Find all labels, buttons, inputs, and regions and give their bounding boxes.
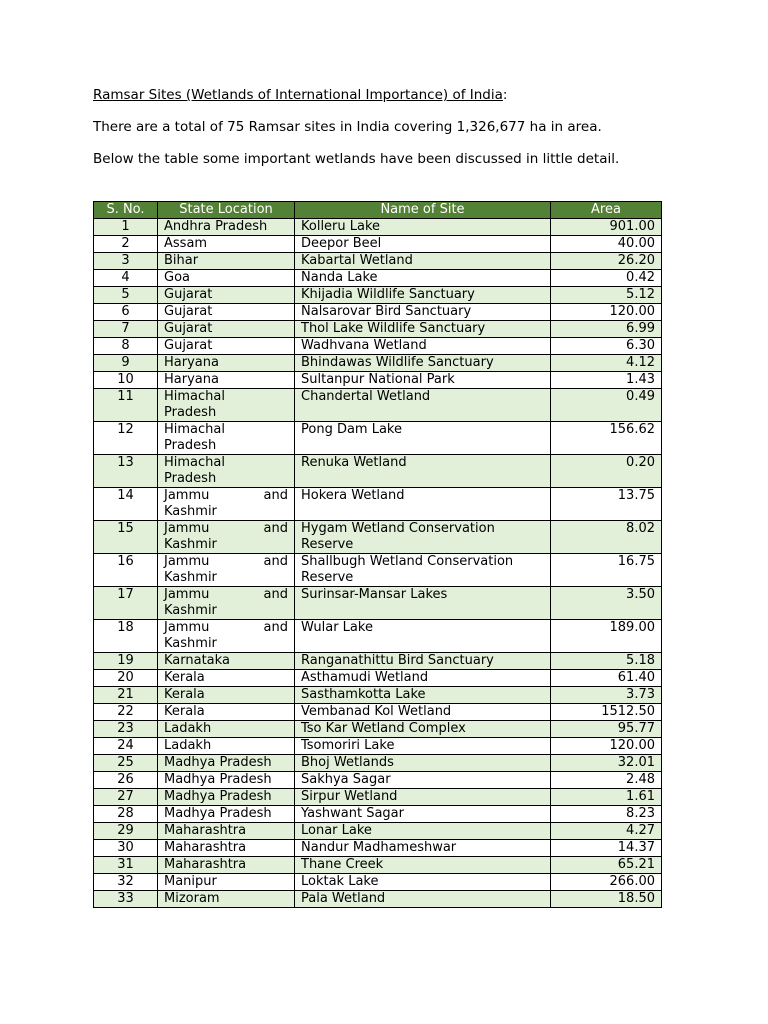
cell-site xyxy=(295,806,551,823)
cell-area: 61.40 xyxy=(551,670,662,687)
state-line: Andhra Pradesh xyxy=(164,219,268,234)
ramsar-sites-table xyxy=(93,201,662,908)
state-line: Maharashtra xyxy=(164,840,247,855)
table-row xyxy=(94,772,662,789)
site-line: Pala Wetland xyxy=(301,891,386,906)
state-line: Pradesh xyxy=(164,471,217,486)
table-row xyxy=(94,857,662,874)
cell-site xyxy=(295,355,551,372)
state-line: Assam xyxy=(164,236,208,251)
cell-sno: 23 xyxy=(94,721,158,738)
cell-sno: 7 xyxy=(94,321,158,338)
table-header-row xyxy=(94,202,662,219)
cell-site xyxy=(295,389,551,422)
cell-site xyxy=(295,455,551,488)
cell-sno: 6 xyxy=(94,304,158,321)
site-line: Bhindawas Wildlife Sanctuary xyxy=(301,355,494,370)
cell-area: 3.73 xyxy=(551,687,662,704)
site-line: Hokera Wetland xyxy=(301,488,405,503)
site-line: Reserve xyxy=(301,537,354,552)
table-row xyxy=(94,488,662,521)
cell-sno: 15 xyxy=(94,521,158,554)
cell-sno: 31 xyxy=(94,857,158,874)
cell-state xyxy=(158,270,295,287)
cell-site xyxy=(295,270,551,287)
cell-state xyxy=(158,772,295,789)
state-line: Ladakh xyxy=(164,721,212,736)
cell-site xyxy=(295,372,551,389)
header-state: State Location xyxy=(158,202,295,219)
site-line: Nandur Madhameshwar xyxy=(301,840,457,855)
cell-sno: 19 xyxy=(94,653,158,670)
site-line: Loktak Lake xyxy=(301,874,379,889)
cell-sno: 5 xyxy=(94,287,158,304)
state-line: Jammu and xyxy=(164,620,288,635)
cell-area: 266.00 xyxy=(551,874,662,891)
site-line: Kabartal Wetland xyxy=(301,253,413,268)
cell-state xyxy=(158,670,295,687)
state-line: Himachal xyxy=(164,389,225,404)
cell-sno: 16 xyxy=(94,554,158,587)
cell-state xyxy=(158,857,295,874)
table-row xyxy=(94,789,662,806)
table-row xyxy=(94,422,662,455)
cell-site xyxy=(295,670,551,687)
cell-sno: 21 xyxy=(94,687,158,704)
state-line: Gujarat xyxy=(164,321,213,336)
cell-area: 4.27 xyxy=(551,823,662,840)
site-line: Khijadia Wildlife Sanctuary xyxy=(301,287,475,302)
cell-area: 0.42 xyxy=(551,270,662,287)
table-row xyxy=(94,521,662,554)
state-line: Madhya Pradesh xyxy=(164,755,272,770)
state-line: Kashmir xyxy=(164,570,217,585)
cell-site xyxy=(295,840,551,857)
state-line: Maharashtra xyxy=(164,857,247,872)
cell-sno: 12 xyxy=(94,422,158,455)
table-row xyxy=(94,236,662,253)
cell-sno: 8 xyxy=(94,338,158,355)
cell-state xyxy=(158,874,295,891)
cell-sno: 18 xyxy=(94,620,158,653)
state-line: Gujarat xyxy=(164,338,213,353)
cell-sno: 29 xyxy=(94,823,158,840)
site-line: Tsomoriri Lake xyxy=(301,738,395,753)
table-row xyxy=(94,738,662,755)
site-line: Surinsar-Mansar Lakes xyxy=(301,587,448,602)
detail-paragraph: Below the table some important wetlands have been discussed in little detail. xyxy=(93,151,620,167)
cell-state xyxy=(158,304,295,321)
cell-area: 0.49 xyxy=(551,389,662,422)
table-row xyxy=(94,721,662,738)
heading-title: Ramsar Sites (Wetlands of International Importance) of India xyxy=(93,87,503,103)
state-line: Ladakh xyxy=(164,738,212,753)
state-line: Himachal xyxy=(164,455,225,470)
cell-site xyxy=(295,874,551,891)
cell-site xyxy=(295,287,551,304)
table-row xyxy=(94,891,662,908)
table-row xyxy=(94,823,662,840)
site-line: Chandertal Wetland xyxy=(301,389,431,404)
cell-site xyxy=(295,253,551,270)
cell-area: 901.00 xyxy=(551,219,662,236)
cell-area: 3.50 xyxy=(551,587,662,620)
cell-state xyxy=(158,738,295,755)
cell-site xyxy=(295,687,551,704)
cell-site xyxy=(295,587,551,620)
site-line: Reserve xyxy=(301,570,354,585)
table-row xyxy=(94,670,662,687)
cell-sno: 32 xyxy=(94,874,158,891)
cell-state xyxy=(158,355,295,372)
site-line: Nalsarovar Bird Sanctuary xyxy=(301,304,472,319)
state-line: Himachal xyxy=(164,422,225,437)
state-line: Pradesh xyxy=(164,438,217,453)
cell-state xyxy=(158,422,295,455)
site-line: Sakhya Sagar xyxy=(301,772,391,787)
state-line: Pradesh xyxy=(164,405,217,420)
cell-sno: 33 xyxy=(94,891,158,908)
cell-state xyxy=(158,653,295,670)
cell-area: 189.00 xyxy=(551,620,662,653)
table-row xyxy=(94,287,662,304)
cell-site xyxy=(295,219,551,236)
cell-site xyxy=(295,304,551,321)
state-line: Mizoram xyxy=(164,891,220,906)
cell-area: 26.20 xyxy=(551,253,662,270)
cell-sno: 9 xyxy=(94,355,158,372)
cell-state xyxy=(158,554,295,587)
cell-state xyxy=(158,372,295,389)
site-line: Yashwant Sagar xyxy=(301,806,404,821)
cell-area: 14.37 xyxy=(551,840,662,857)
header-site: Name of Site xyxy=(295,202,551,219)
cell-sno: 20 xyxy=(94,670,158,687)
table-row xyxy=(94,304,662,321)
cell-state xyxy=(158,219,295,236)
cell-site xyxy=(295,620,551,653)
table-row xyxy=(94,270,662,287)
header-sno: S. No. xyxy=(94,202,158,219)
cell-area: 1512.50 xyxy=(551,704,662,721)
cell-sno: 3 xyxy=(94,253,158,270)
cell-site xyxy=(295,704,551,721)
cell-area: 6.30 xyxy=(551,338,662,355)
cell-area: 65.21 xyxy=(551,857,662,874)
state-line: Jammu and xyxy=(164,554,288,569)
cell-sno: 26 xyxy=(94,772,158,789)
table-row xyxy=(94,687,662,704)
site-line: Sirpur Wetland xyxy=(301,789,398,804)
table-row xyxy=(94,620,662,653)
state-line: Karnataka xyxy=(164,653,230,668)
table-row xyxy=(94,253,662,270)
cell-state xyxy=(158,620,295,653)
table-row xyxy=(94,704,662,721)
state-line: Haryana xyxy=(164,372,219,387)
cell-area: 95.77 xyxy=(551,721,662,738)
cell-state xyxy=(158,823,295,840)
cell-sno: 22 xyxy=(94,704,158,721)
table-body xyxy=(94,219,662,908)
site-line: Sultanpur National Park xyxy=(301,372,455,387)
cell-state xyxy=(158,338,295,355)
state-line: Kerala xyxy=(164,687,205,702)
site-line: Sasthamkotta Lake xyxy=(301,687,426,702)
cell-site xyxy=(295,772,551,789)
state-line: Bihar xyxy=(164,253,199,268)
state-line: Kerala xyxy=(164,704,205,719)
table-row xyxy=(94,321,662,338)
site-line: Ranganathittu Bird Sanctuary xyxy=(301,653,494,668)
state-line: Haryana xyxy=(164,355,219,370)
table-row xyxy=(94,874,662,891)
cell-area: 13.75 xyxy=(551,488,662,521)
state-line: Kerala xyxy=(164,670,205,685)
state-line: Manipur xyxy=(164,874,217,889)
cell-sno: 4 xyxy=(94,270,158,287)
cell-state xyxy=(158,253,295,270)
table-row xyxy=(94,372,662,389)
cell-site xyxy=(295,321,551,338)
state-line: Kashmir xyxy=(164,603,217,618)
state-line: Madhya Pradesh xyxy=(164,789,272,804)
site-line: Lonar Lake xyxy=(301,823,372,838)
cell-area: 4.12 xyxy=(551,355,662,372)
site-line: Shallbugh Wetland Conservation xyxy=(301,554,514,569)
site-line: Wular Lake xyxy=(301,620,373,635)
cell-site xyxy=(295,755,551,772)
state-line: Kashmir xyxy=(164,504,217,519)
cell-site xyxy=(295,823,551,840)
site-line: Renuka Wetland xyxy=(301,455,407,470)
cell-area: 16.75 xyxy=(551,554,662,587)
intro-paragraph: There are a total of 75 Ramsar sites in India covering 1,326,677 ha in area. xyxy=(93,119,602,135)
cell-sno: 1 xyxy=(94,219,158,236)
cell-state xyxy=(158,321,295,338)
cell-site xyxy=(295,554,551,587)
cell-site xyxy=(295,236,551,253)
site-line: Tso Kar Wetland Complex xyxy=(301,721,466,736)
site-line: Bhoj Wetlands xyxy=(301,755,394,770)
state-line: Kashmir xyxy=(164,537,217,552)
cell-state xyxy=(158,755,295,772)
cell-state xyxy=(158,455,295,488)
site-line: Thol Lake Wildlife Sanctuary xyxy=(301,321,486,336)
table-row xyxy=(94,389,662,422)
cell-site xyxy=(295,338,551,355)
site-line: Deepor Beel xyxy=(301,236,382,251)
cell-state xyxy=(158,521,295,554)
site-line: Pong Dam Lake xyxy=(301,422,402,437)
cell-state xyxy=(158,891,295,908)
cell-area: 5.12 xyxy=(551,287,662,304)
cell-state xyxy=(158,704,295,721)
cell-sno: 25 xyxy=(94,755,158,772)
table-row xyxy=(94,653,662,670)
cell-sno: 13 xyxy=(94,455,158,488)
cell-site xyxy=(295,891,551,908)
cell-area: 120.00 xyxy=(551,738,662,755)
site-line: Hygam Wetland Conservation xyxy=(301,521,495,536)
table-row xyxy=(94,806,662,823)
state-line: Madhya Pradesh xyxy=(164,772,272,787)
cell-area: 120.00 xyxy=(551,304,662,321)
state-line: Gujarat xyxy=(164,287,213,302)
state-line: Jammu and xyxy=(164,587,288,602)
cell-state xyxy=(158,687,295,704)
table-row xyxy=(94,338,662,355)
cell-state xyxy=(158,721,295,738)
table-row xyxy=(94,554,662,587)
cell-sno: 27 xyxy=(94,789,158,806)
cell-area: 8.02 xyxy=(551,521,662,554)
cell-state xyxy=(158,389,295,422)
cell-site xyxy=(295,789,551,806)
cell-site xyxy=(295,422,551,455)
cell-site xyxy=(295,738,551,755)
cell-area: 40.00 xyxy=(551,236,662,253)
cell-sno: 2 xyxy=(94,236,158,253)
site-line: Wadhvana Wetland xyxy=(301,338,427,353)
cell-state xyxy=(158,806,295,823)
table-row xyxy=(94,840,662,857)
state-line: Kashmir xyxy=(164,636,217,651)
cell-area: 156.62 xyxy=(551,422,662,455)
cell-site xyxy=(295,653,551,670)
cell-state xyxy=(158,789,295,806)
table-row xyxy=(94,755,662,772)
state-line: Maharashtra xyxy=(164,823,247,838)
heading-suffix: : xyxy=(502,87,508,103)
state-line: Madhya Pradesh xyxy=(164,806,272,821)
table-row xyxy=(94,219,662,236)
header-area: Area xyxy=(551,202,662,219)
cell-site xyxy=(295,521,551,554)
table-row xyxy=(94,455,662,488)
site-line: Nanda Lake xyxy=(301,270,378,285)
cell-site xyxy=(295,857,551,874)
table-row xyxy=(94,587,662,620)
cell-area: 1.61 xyxy=(551,789,662,806)
state-line: Jammu and xyxy=(164,521,288,536)
cell-area: 2.48 xyxy=(551,772,662,789)
table-row xyxy=(94,355,662,372)
cell-area: 0.20 xyxy=(551,455,662,488)
cell-state xyxy=(158,287,295,304)
state-line: Jammu and xyxy=(164,488,288,503)
state-line: Gujarat xyxy=(164,304,213,319)
cell-area: 6.99 xyxy=(551,321,662,338)
cell-area: 8.23 xyxy=(551,806,662,823)
cell-sno: 30 xyxy=(94,840,158,857)
cell-sno: 10 xyxy=(94,372,158,389)
cell-sno: 28 xyxy=(94,806,158,823)
site-line: Thane Creek xyxy=(301,857,384,872)
site-line: Asthamudi Wetland xyxy=(301,670,429,685)
site-line: Kolleru Lake xyxy=(301,219,381,234)
cell-site xyxy=(295,488,551,521)
cell-sno: 14 xyxy=(94,488,158,521)
cell-state xyxy=(158,587,295,620)
cell-state xyxy=(158,840,295,857)
cell-site xyxy=(295,721,551,738)
cell-sno: 17 xyxy=(94,587,158,620)
cell-area: 1.43 xyxy=(551,372,662,389)
document-heading xyxy=(93,87,507,103)
cell-area: 32.01 xyxy=(551,755,662,772)
cell-area: 5.18 xyxy=(551,653,662,670)
cell-sno: 24 xyxy=(94,738,158,755)
site-line: Vembanad Kol Wetland xyxy=(301,704,452,719)
cell-sno: 11 xyxy=(94,389,158,422)
cell-area: 18.50 xyxy=(551,891,662,908)
state-line: Goa xyxy=(164,270,190,285)
cell-state xyxy=(158,236,295,253)
cell-state xyxy=(158,488,295,521)
